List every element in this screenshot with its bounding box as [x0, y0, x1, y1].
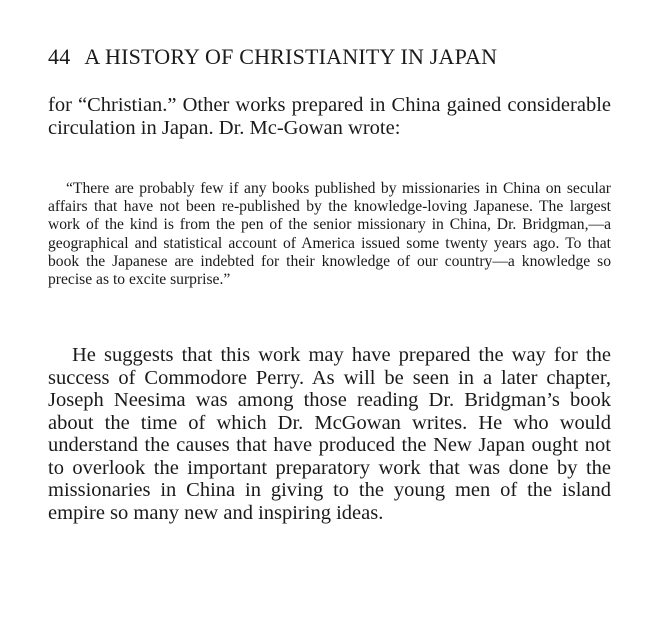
body-paragraph-1: [48, 94, 611, 139]
book-title-header: A HISTORY OF CHRISTIANITY IN JAPAN: [84, 44, 498, 69]
paragraph-text: for “Christian.” Other works prepared in China gained considerable circulation in Japan. Dr. Mc-Gowan wrote:: [48, 94, 611, 139]
quotation-text: “There are probably few if any books published by missionaries in China on secular affairs that have not been re-published by the knowledge-loving Japanese. The largest work of the kind is from the pen of the senior missionary in China, Dr. Bridgman,—a geographical and statistical account of America issued some twenty years ago. To that book the Japanese are indebted for their knowledge of our country—a knowledge so precise as to excite surprise.”: [48, 180, 611, 289]
block-quotation: [48, 180, 611, 289]
page-number: 44: [48, 44, 71, 69]
running-header: [48, 44, 608, 70]
body-paragraph-2: [48, 344, 611, 524]
paragraph-text: He suggests that this work may have prepared the way for the success of Commodore Perry. As will be seen in a later chapter, Joseph Neesima was among those reading Dr. Bridgman’s book about the time of which Dr. McGowan writes. He who would understand the causes that have produced the New Japan ought not to overlook the important preparatory work that was done by the missionaries in China in giving to the young men of the island empire so many new and inspiring ideas.: [48, 344, 611, 524]
